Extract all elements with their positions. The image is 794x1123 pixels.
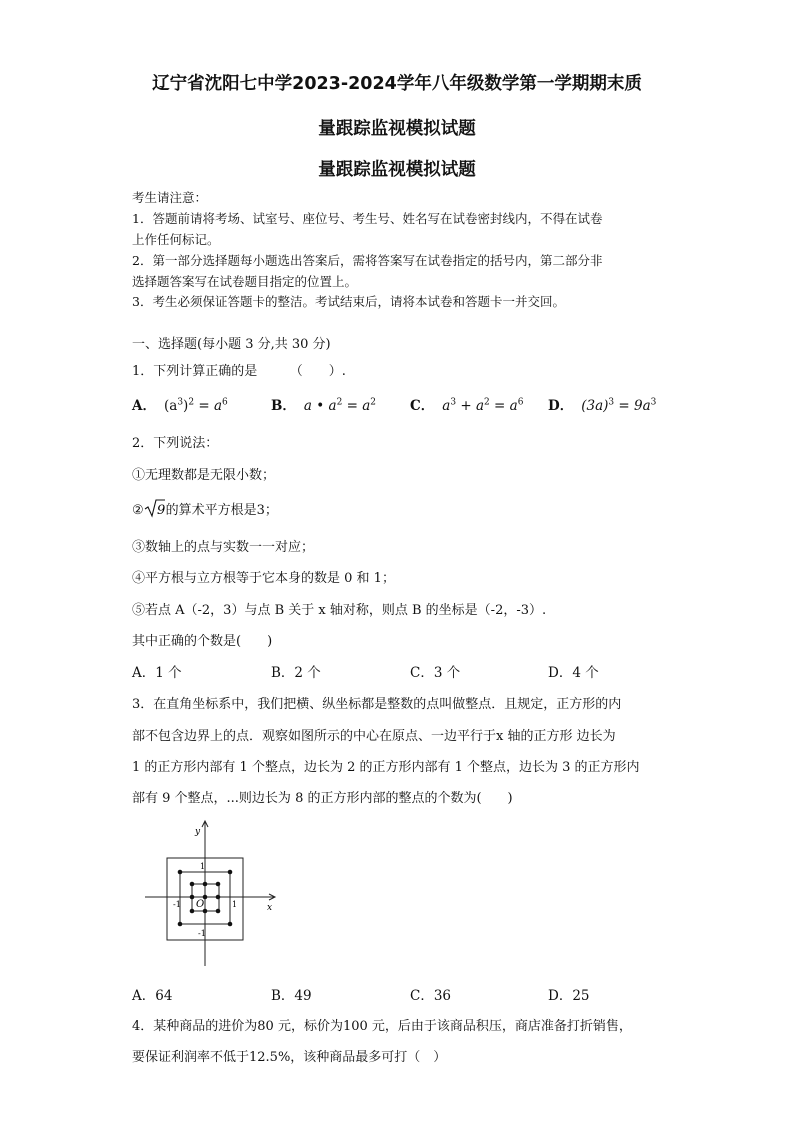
tick-label-x-1: 1: [232, 900, 238, 909]
q3-line-1: 3．在直角坐标系中，我们把横、纵坐标都是整数的点叫做整点．且规定，正方形的内: [132, 697, 622, 712]
q2-statement-2: ② 9 的算术平方根是3；: [132, 498, 278, 518]
q1-option-a-letter: A．: [132, 398, 156, 414]
q2-ask: 其中正确的个数是( ): [132, 634, 273, 649]
notice-item-2: 2．第一部分选择题每小题选出答案后，需将答案写在试卷指定的括号内，第二部分非: [132, 253, 603, 268]
q4-line-1: 4．某种商品的进价为80 元，标价为100 元，后由于该商品积压，商店准备打折销售，: [132, 1019, 632, 1034]
q2-stem: 2．下列说法：: [132, 436, 219, 451]
q3-option-b: B．49: [271, 988, 312, 1004]
q2-option-b: B．2 个: [271, 665, 321, 681]
svg-text:9: 9: [156, 503, 165, 518]
integer-point: [216, 882, 221, 887]
q1-option-a-expr: $(a^3)^2 = a^6$: [163, 397, 228, 414]
q3-figure: [140, 818, 290, 968]
tick-label-y-neg1: -1: [198, 929, 206, 938]
q2-option-d: D．4 个: [548, 665, 599, 681]
q2-statement-5: ⑤若点 A（-2，3）与点 B 关于 x 轴对称，则点 B 的坐标是（-2，-3）.: [132, 603, 547, 618]
exam-title-line-2: 量跟踪监视模拟试题: [318, 119, 476, 139]
tick-label-x-neg1: -1: [173, 900, 181, 909]
notice-item-1: 1．答题前请将考场、试室号、座位号、考生号、姓名写在试卷密封线内，不得在试卷: [132, 211, 603, 226]
q2-statement-3: ③数轴上的点与实数一一对应；: [132, 540, 315, 555]
x-axis-label: x: [267, 903, 273, 913]
q2-statement-4: ④平方根与立方根等于它本身的数是 0 和 1；: [132, 571, 395, 586]
sqrt-symbol: [144, 498, 166, 518]
origin-label: O: [196, 899, 205, 910]
notice-item-1-cont: 上作任何标记。: [132, 232, 220, 247]
integer-point: [190, 882, 195, 887]
q1-option-d: [548, 394, 656, 414]
integer-point: [228, 870, 233, 875]
q2-option-a: A．1 个: [132, 665, 182, 681]
q1-option-c-letter: C．: [410, 398, 435, 414]
integer-point: [203, 882, 208, 887]
integer-point: [190, 895, 195, 900]
notice-item-3: 3．考生必须保证答题卡的整洁。考试结束后，请将本试卷和答题卡一并交回。: [132, 294, 565, 309]
integer-point: [178, 922, 183, 927]
q1-option-d-expr: $(3a)^3 = 9a^3$: [581, 397, 657, 414]
integer-point: [190, 909, 195, 914]
q2-statement-1: ①无理数都是无限小数；: [132, 468, 276, 483]
q1-option-b-letter: B．: [271, 398, 296, 414]
q3-line-3: 1 的正方形内部有 1 个整点，边长为 2 的正方形内部有 1 个整点，边长为 3 的正方形内: [132, 760, 640, 775]
section-heading: 一、选择题(每小题 3 分,共 30 分): [132, 337, 331, 352]
q3-option-a: A．64: [132, 988, 173, 1004]
q3-option-d: D．25: [548, 988, 590, 1004]
integer-point: [216, 909, 221, 914]
q1-option-b: [271, 394, 376, 414]
q4-line-2: 要保证利润率不低于12.5%，该种商品最多可打（ ）: [132, 1050, 447, 1065]
notice-heading: 考生请注意：: [132, 190, 208, 205]
exam-title-line-1: 辽宁省沈阳七中学2023-2024学年八年级数学第一学期期末质: [152, 74, 642, 94]
integer-point: [216, 895, 221, 900]
q1-stem: 1．下列计算正确的是 （ ）.: [132, 364, 346, 379]
y-axis-label: y: [195, 827, 201, 837]
notice-item-2-cont: 选择题答案写在试卷题目指定的位置上。: [132, 274, 358, 289]
tick-label-y-1: 1: [200, 862, 206, 871]
q3-line-2: 部不包含边界上的点．观察如图所示的中心在原点、一边平行于x 轴的正方形 边长为: [132, 729, 616, 744]
q1-option-c-expr: $a^3 + a^2 = a^6$: [442, 397, 524, 414]
q3-line-4: 部有 9 个整点，...则边长为 8 的正方形内部的整点的个数为( ): [132, 791, 513, 806]
q1-option-a: [132, 394, 228, 414]
exam-title-line-3: 量跟踪监视模拟试题: [318, 160, 476, 180]
q1-option-d-letter: D．: [548, 398, 574, 414]
q2-option-c: C．3 个: [410, 665, 461, 681]
integer-point: [228, 922, 233, 927]
q1-option-c: [410, 394, 523, 414]
integer-point: [178, 870, 183, 875]
q3-option-c: C．36: [410, 988, 452, 1004]
q1-option-b-expr: a • $a^2 = a^2$: [303, 397, 376, 414]
